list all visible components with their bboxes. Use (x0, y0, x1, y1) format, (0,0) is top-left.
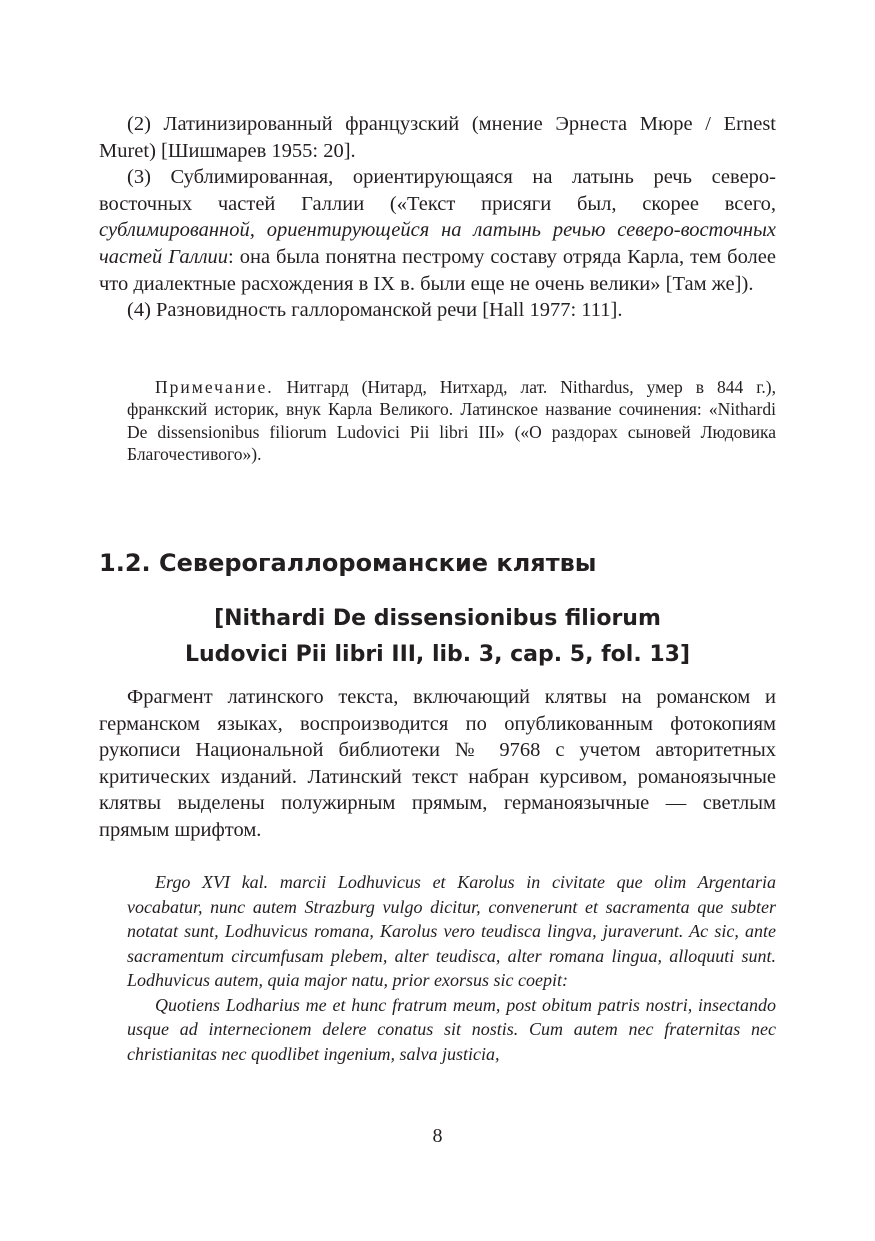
source-title-line-2: Ludovici Pii libri III, lib. 3, cap. 5, fol. 13] (184, 642, 691, 667)
note-paragraph (127, 376, 776, 465)
note-text: Нитгард (Нитард, Нитхард, лат. Nithardus, умер в 844 г.), франкский историк, внук Карла Великого. Латинское название сочинения: «Nithardi De dissensionibus filiorum Ludovici Pii libri III» («О раздорах сыновей Людовика Благочестивого»). (127, 377, 776, 464)
enumeration-item-2: (2) Латинизированный французский (мнение Эрнеста Мюре / Ernest Muret) [Шишмарев 1955: 20]. (99, 113, 776, 162)
page-number: 8 (432, 1125, 443, 1147)
intro-block (99, 684, 776, 844)
section-title: 1.2. Северогаллороманские клятвы (99, 549, 597, 577)
item-3-text-end: : она была понятна пестрому составу отряда Карла, тем более что диалектные расхождения в IX в. были еще не очень велики» [Там же]). (99, 245, 776, 295)
enumeration-item-4: (4) Разновидность галлороманской речи [Hall 1977: 111]. (127, 299, 623, 322)
latin-paragraph-1: Ergo XVI kal. marcii Lodhuvicus et Karolus in civitate que olim Argentaria vocabatur, nunc autem Strazburg vulgo dicitur, convenerunt et sacramenta que subter notatat sunt, Lodhuvicus romana, Karolus vero teudisca lingva, juraverunt. Ac sic, ante sacramentum circumfusam plebem, alter teudisca, alter romana lingua, alloquuti sunt. Lodhuvicus autem, quia major natu, prior exorsus sic coepit: (127, 872, 776, 990)
intro-paragraph: Фрагмент латинского текста, включающий клятвы на романском и германском языках, воспроизводится по опубликованным фотокопиям рукописи Национальной библиотеки № 9768 с учетом авторитетных критических изданий. Латинский текст набран курсивом, романоязычные клятвы выделены полужирным прямым, германоязычные — светлым прямым шрифтом. (99, 686, 776, 841)
latin-text-block (127, 870, 776, 1066)
note-block (127, 376, 776, 465)
latin-paragraph-2: Quotiens Lodharius me et hunc fratrum meum, post obitum patris nostri, insectando usque ad internecionem delere conatus sit nostis. Cum autem nec fraternitas nec christianitas nec quodlibet ingenium, salva justicia, (127, 994, 776, 1064)
source-title-line-1: [Nithardi De dissensionibus filiorum (214, 606, 661, 631)
item-3-italic-quote: сублимированной, ориентирующейся на латынь речью северо-восточных частей Галлии (99, 219, 776, 268)
note-label: Примечание. (155, 377, 274, 397)
enumeration-block (99, 111, 776, 324)
source-title (99, 601, 776, 673)
item-3-text-start: (3) Сублимированная, ориентирующаяся на латынь речь северо-восточных частей Галлии («Текст присяги был, скорее всего, (99, 166, 776, 215)
enumeration-item-3 (99, 164, 776, 297)
